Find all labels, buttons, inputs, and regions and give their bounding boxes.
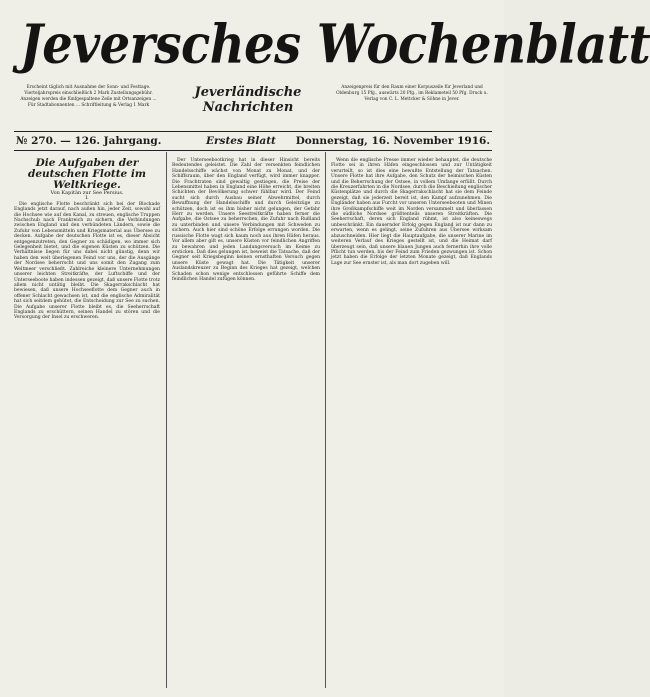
column-separator [325,152,326,688]
dateline [16,134,490,148]
top-rule [14,131,492,132]
article-text: Der Unterseebootkrieg hat in dieser Hinsicht bereits Bedeutendes geleistet. Die Zahl der versenkten feindlichen Handelsschiffe wächst von Monat zu Monat, und der Schiffsraum, über den England verfügt, wird immer knapper. Die Frachtraten sind gewaltig gestiegen, die Preise der Lebensmittel haben in England eine Höhe erreicht, die breiten Schichten der Bevölkerung schwer fühlbar wird. Der Feind sucht sich durch Ausbau seiner Abwehrmittel, durch Bewaffnung der Handelsschiffe und durch Geleitzüge zu schützen, doch ist es ihm bisher nicht gelungen, der Gefahr Herr zu werden. Unsere Seestreitkräfte haben ferner die Aufgabe, die Ostsee zu beherrschen, die Zufuhr nach Rußland zu unterbinden und unsere Verbindungen mit Schweden zu sichern. Auch hier sind schöne Erfolge errungen worden. Die russische Flotte wagt sich kaum noch aus ihren Häfen heraus. Vor allem aber gilt es, unsere Küsten vor feindlichen Angriffen zu bewahren und jeden Landungsversuch im Keime zu ersticken. Daß dies gelungen ist, beweist die Tatsache, daß der Gegner seit Kriegsbeginn keinen ernsthaften Versuch gegen unsere Küste gewagt hat. Die Tätigkeit unserer Auslandskreuzer zu Beginn des Krieges hat gezeigt, welchen Schaden schon wenige entschlossen geführte Schiffe dem feindlichen Handel zufügen können. [172,158,320,282]
article-column-2 [172,158,320,688]
masthead [20,10,650,80]
newspaper-title: Jeversches Wochenblatt [20,13,650,77]
article-author: Von Kapitän zur See Persius. [50,190,124,196]
article-column-3 [331,158,492,688]
issue-number: № 270. — 126. Jahrgang. [16,135,162,147]
column-separator [166,152,167,688]
advertising-rates: Anzeigenpreis für den Raum einer Korpuszeile für Jeverland und Oldenburg 15 Pfg., auswärts 20 Pfg., im Reklameteil 50 Pfg. Druck u. Verlag von C. L. Mettcker & Söhne in Jever. [336,85,488,102]
subtitle: Jeverländische Nachrichten [194,85,302,115]
article-text: Wenn die englische Presse immer wieder behauptet, die deutsche Flotte sei in ihren Häfen eingeschlossen und zur Untätigkeit verurteilt, so ist dies eine bewußte Entstellung der Tatsachen. Unsere Flotte hat ihre Aufgabe, den Schutz der heimischen Küsten und die Beherrschung der Ostsee, in vollem Umfange erfüllt. Durch die Kreuzerfahrten in die Nordsee, durch die Beschießung englischer Küstenplätze und durch die Skagerrakschlacht hat sie dem Feinde gezeigt, daß sie jederzeit bereit ist, den Kampf aufzunehmen. Die Engländer haben aus Furcht vor unseren Unterseebooten und Minen ihre Großkampfschiffe weit im Norden versammelt und überlassen die südliche Nordsee größtenteils unseren Streitkräften. Die Seeherrschaft, deren sich England rühmt, ist also keineswegs unbeschränkt. Ein dauernder Erfolg gegen England ist nur dann zu erwarten, wenn es gelingt, seine Zufuhren aus Übersee wirksam abzuschneiden. Hier liegt die Hauptaufgabe, die unserer Marine im weiteren Verlauf des Krieges gestellt ist, und die Heimat darf überzeugt sein, daß unsere blauen Jungen auch fernerhin ihre volle Pflicht tun werden, bis der Feind zum Frieden gezwungen ist. Schon jetzt haben die Erfolge der letzten Monate gezeigt, daß Englands Lage zur See ernster ist, als man dort zugeben will. [331,158,492,266]
article-title: Die Aufgaben der deutschen Flotte im Weltkriege. [28,157,146,191]
bottom-rule [14,150,492,151]
issue-date: Donnerstag, 16. November 1916. [295,135,490,147]
article-column-1 [14,158,160,688]
article-text: Die englische Flotte beschränkt sich bei der Blockade Englands jetzt darauf, nach außen hin, jeder Zeit, sowohl auf die Hochsee wie auf den Kanal, zu streuen, englische Truppen Nachschub nach Frankreich zu sichern, die Verbindungen zwischen England und den verbündeten Ländern, sowie die Zufuhr von Lebensmitteln und Kriegsmaterial aus Übersee zu decken. Aufgabe der deutschen Flotte ist es, dieser Absicht entgegenzutreten, den Gegner zu schädigen, wo immer sich Gelegenheit bietet, und die eigenen Küsten zu schützen. Die Verhältnisse liegen für uns dabei nicht günstig, denn wir haben den weit überlegenen Feind vor uns, der die Ausgänge der Nordsee beherrscht und uns somit den Zugang zum Weltmeer verschließt. Zahlreiche kleinere Unternehmungen unserer leichten Streitkräfte, der Luftschiffe und der Unterseeboote haben indessen gezeigt, daß unsere Flotte trotz allem nicht untätig bleibt. Die Skagerrakschlacht hat bewiesen, daß unsere Hochseeflotte dem Gegner auch in offener Schlacht gewachsen ist, und die englische Admiralität hat sich seitdem gehütet, die Entscheidung zur See zu suchen. Die Aufgabe unserer Flotte bleibt es, die Seeherrschaft Englands zu erschüttern, seinen Handel zu stören und die Versorgung der Insel zu erschweren. [14,201,161,321]
subscription-info: Erscheint täglich mit Ausnahme der Sonn- und Festtage. Vierteljahrspreis einschließlich 2 Mark Zustellungsgebühr. Anzeigen werden die fünfgespaltene Zeile mit Ortsanzeigen ... Für Stadtabonnenten ... Schriftleitung & Verlag 1 Mark [20,85,157,108]
section-number: I. [85,195,89,202]
sheet-label: Erstes Blatt [206,135,276,147]
